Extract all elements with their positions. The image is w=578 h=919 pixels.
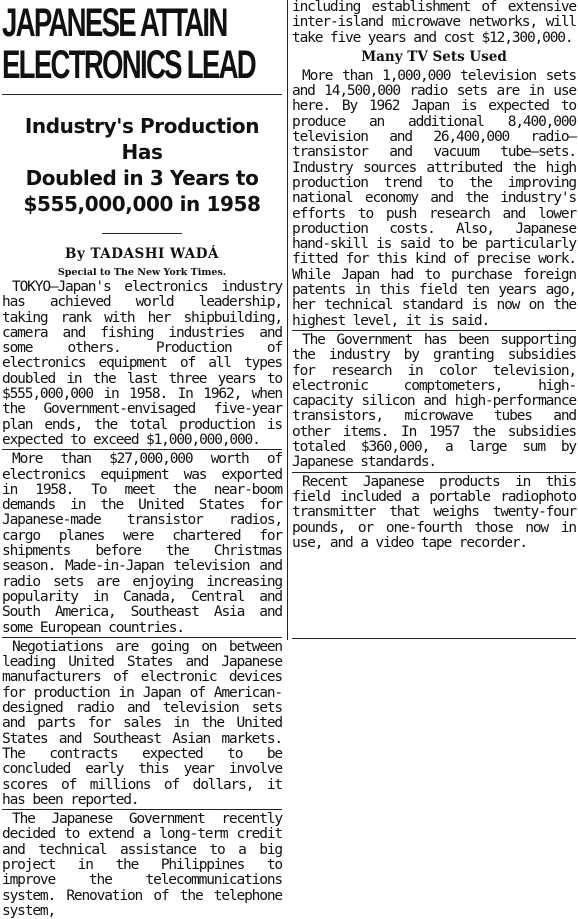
byline: By TADASHI WADÁ bbox=[65, 246, 219, 262]
right-column bbox=[292, 0, 576, 551]
left-body-text bbox=[2, 280, 282, 919]
headline bbox=[2, 2, 281, 88]
right-body-text bbox=[292, 69, 576, 551]
deck-line-1: Industry's Production Has bbox=[24, 114, 260, 164]
deck-line-3: $555,000,000 in 1958 bbox=[23, 192, 261, 216]
end-rule bbox=[292, 638, 576, 639]
deck-rule bbox=[102, 233, 182, 234]
paragraph-1: TOKYO—Japan's electronics industry has achieved world leadership, taking rank with her shipbuilding, camera and fishing industries and some others. Production of electronics equipment of all types doubled in the last three years to $555,000,000 in 1958. In 1962, when the Government-envisaged five-year plan ends, the total production is expected to exceed $1,000,000,000. bbox=[2, 279, 282, 448]
right-continuation bbox=[292, 0, 576, 46]
subheadline-deck bbox=[2, 113, 282, 217]
paragraph-5: More than 1,000,000 television sets and 14,500,000 radio sets are in use here. By 1962 Japan is expected to produce an additional 8,400,000 television and 26,400,000 radio—transistor and vacuum tube—sets. Industry sources attributed the high production trend to the improving national economy and the industry's efforts to push research and lower production costs. Also, Japanese hand-skill is said to be particularly fitted for this kind of precise work. While Japan had to purchase foreign patents in this field ten years ago, her technical standard is now on the highest level, it is said. bbox=[292, 67, 576, 329]
headline-line-1: JAPANESE ATTAIN bbox=[2, 1, 227, 45]
byline-credit: Special to The New York Times. bbox=[57, 267, 227, 278]
deck-line-2: Doubled in 3 Years to bbox=[25, 166, 259, 190]
paragraph-6: The Government has been supporting the industry by granting subsidies for research in color television, electronic comptometers, high-capacity silicon and high-performance transistors, microwave tubes and other items. In 1957 the subsidies totaled $360,000, a large sum by Japanese standards. bbox=[292, 331, 576, 471]
section-subhead: Many TV Sets Used bbox=[361, 48, 507, 65]
headline-rule bbox=[2, 94, 282, 95]
paragraph-2: More than $27,000,000 worth of electronics equipment was exported in 1958. To meet the near-boom demands in the United States for Japanese-made transistor radios, cargo planes were chartered for shipments before the Christmas season. Made-in-Japan television and radio sets are enjoying increasing popularity in Canada, Central and South America, Southeast Asia and some European countries. bbox=[2, 451, 282, 636]
paragraph-7: Recent Japanese products in this field included a portable radiophoto transmitter that weighs twenty-four pounds, or one-fourth those now in use, and a video tape recorder. bbox=[292, 473, 576, 551]
paragraph-3: Negotiations are going on between leading United States and Japanese manufacturers of electronic devices for production in Japan of American-designed radio and television sets and parts for sales in the United States and Southeast Asian markets. The contracts expected to be concluded early this year involve scores of millions of dollars, it has been reported. bbox=[2, 638, 282, 808]
column-divider bbox=[287, 0, 288, 640]
paragraph-4: The Japanese Government recently decided to extend a long-term credit and technical assistance to a big project in the Philippines to improve the telecommunications system. Renovation of the telephone system, bbox=[2, 811, 282, 919]
continuation-paragraph: including establishment of extensive inter-island microwave networks, will take five years and cost $12,300,000. bbox=[292, 0, 576, 46]
left-column bbox=[2, 0, 282, 919]
headline-line-2: ELECTRONICS LEAD bbox=[2, 43, 256, 87]
